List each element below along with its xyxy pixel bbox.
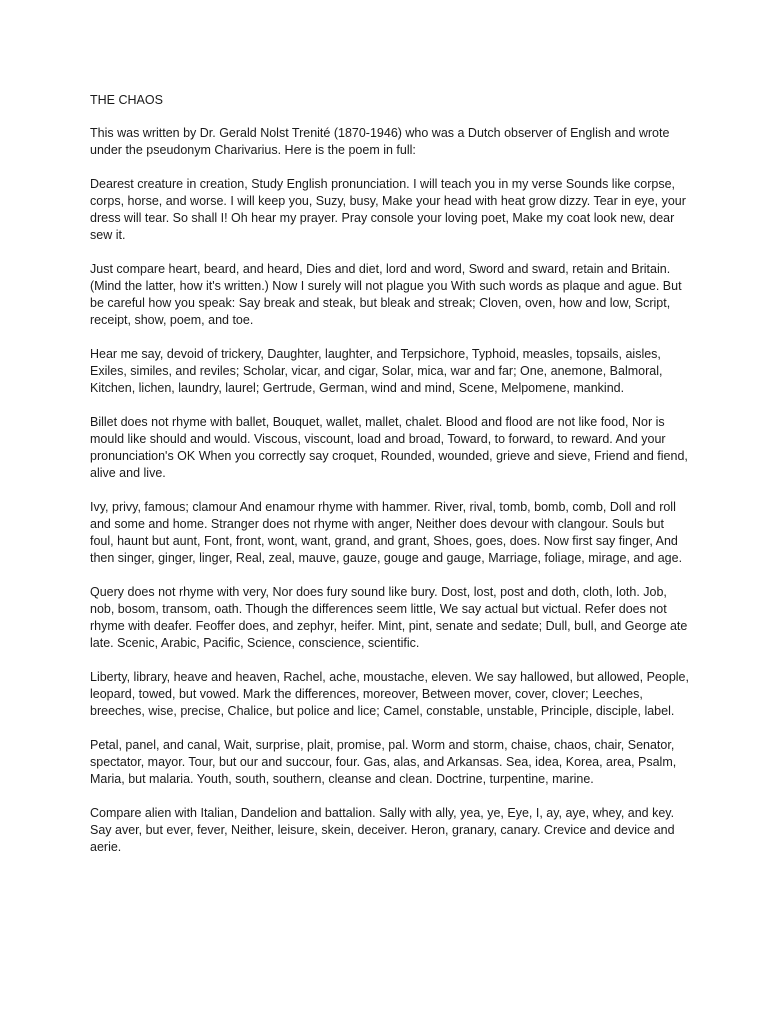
poem-stanza: Billet does not rhyme with ballet, Bouquet, wallet, mallet, chalet. Blood and flood are not like food, Nor is mould like should and would. Viscous, viscount, load and broad, Toward, to forward, to reward. And your pronunciation's OK When you correctly say croquet, Rounded, wounded, grieve and sieve, Friend and fiend, alive and live.: [90, 415, 688, 480]
poem-stanza: Ivy, privy, famous; clamour And enamour rhyme with hammer. River, rival, tomb, bomb, comb, Doll and roll and some and home. Stranger does not rhyme with anger, Neither does devour with clangour. Souls but foul, haunt but aunt, Font, front, wont, want, grand, and grant, Shoes, goes, does. Now first say finger, And then singer, ginger, linger, Real, zeal, mauve, gauze, gouge and gauge, Marriage, foliage, mirage, and age.: [90, 500, 683, 565]
poem-stanza: Compare alien with Italian, Dandelion and battalion. Sally with ally, yea, ye, Eye, I, ay, aye, whey, and key. Say aver, but ever, fever, Neither, leisure, skein, deceiver. Heron, granary, canary. Crevice and device and aerie.: [90, 806, 675, 854]
poem-stanza: Petal, panel, and canal, Wait, surprise, plait, promise, pal. Worm and storm, chaise, chaos, chair, Senator, spectator, mayor. Tour, but our and succour, four. Gas, alas, and Arkansas. Sea, idea, Korea, area, Psalm, Maria, but malaria. Youth, south, southern, cleanse and clean. Doctrine, turpentine, marine.: [90, 738, 677, 786]
poem-stanza: Dearest creature in creation, Study English pronunciation. I will teach you in my verse Sounds like corpse, corps, horse, and worse. I will keep you, Suzy, busy, Make your head with heat grow dizzy. Tear in eye, your dress will tear. So shall I! Oh hear my prayer. Pray console your loving poet, Make my coat look new, dear sew it.: [90, 177, 686, 242]
poem-stanza: Hear me say, devoid of trickery, Daughter, laughter, and Terpsichore, Typhoid, measles, topsails, aisles, Exiles, similes, and reviles; Scholar, vicar, and cigar, Solar, mica, war and far; One, anemone, Balmoral, Kitchen, lichen, laundry, laurel; Gertrude, German, wind and mind, Scene, Melpomene, mankind.: [90, 347, 663, 395]
document-title: THE CHAOS: [90, 93, 163, 107]
poem-stanza: Just compare heart, beard, and heard, Dies and diet, lord and word, Sword and sward, retain and Britain. (Mind the latter, how it's written.) Now I surely will not plague you With such words as plaque and ague. But be careful how you speak: Say break and steak, but bleak and streak; Cloven, oven, how and low, Script, receipt, show, poem, and toe.: [90, 262, 682, 327]
document-page: [90, 92, 690, 873]
intro-paragraph: This was written by Dr. Gerald Nolst Trenité (1870-1946) who was a Dutch observer of English and wrote under the pseudonym Charivarius. Here is the poem in full:: [90, 126, 670, 157]
poem-stanza: Query does not rhyme with very, Nor does fury sound like bury. Dost, lost, post and doth, cloth, loth. Job, nob, bosom, transom, oath. Though the differences seem little, We say actual but victual. Refer does not rhyme with deafer. Feoffer does, and zephyr, heifer. Mint, pint, senate and sedate; Dull, bull, and George ate late. Scenic, Arabic, Pacific, Science, conscience, scientific.: [90, 585, 688, 650]
poem-stanza: Liberty, library, heave and heaven, Rachel, ache, moustache, eleven. We say hallowed, but allowed, People, leopard, towed, but vowed. Mark the differences, moreover, Between mover, cover, clover; Leeches, breeches, wise, precise, Chalice, but police and lice; Camel, constable, unstable, Principle, disciple, label.: [90, 670, 689, 718]
